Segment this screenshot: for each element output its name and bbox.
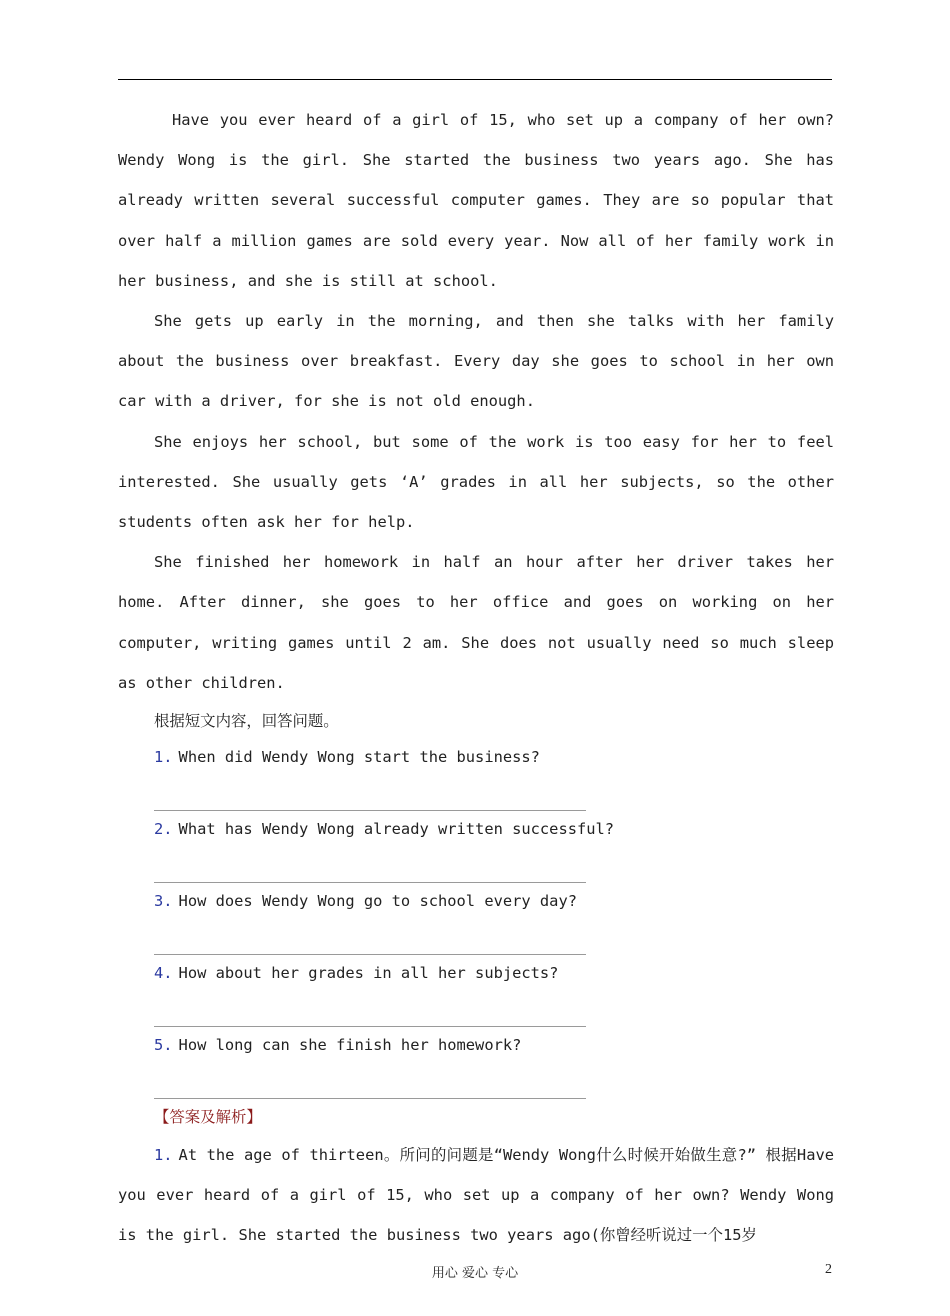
question-number: 2.	[154, 820, 173, 839]
document-body	[118, 100, 834, 1256]
answer-section-title: 【答案及解析】	[154, 1108, 262, 1127]
passage-paragraph-1: Have you ever heard of a girl of 15, who set up a company of her own? Wendy Wong is the girl. She started the business two years ago. She has already written several successful computer games. They are so popular that over half a million games are sold every year. Now all of her family work in her business, and she is still at school.	[118, 111, 834, 290]
passage-paragraph-4: She finished her homework in half an hour after her driver takes her home. After dinner, she goes to her office and goes on working on her computer, writing games until 2 am. She does not usually need so much sleep as other children.	[118, 553, 834, 692]
answer-blank[interactable]	[154, 775, 586, 811]
question-text: What has Wendy Wong already written successful?	[178, 820, 615, 839]
answer-blank[interactable]	[154, 919, 586, 955]
question-3	[118, 883, 834, 955]
question-number: 5.	[154, 1036, 173, 1055]
question-text: How long can she finish her homework?	[178, 1036, 522, 1055]
passage-paragraph-3: She enjoys her school, but some of the work is too easy for her to feel interested. She usually gets ‘A’ grades in all her subjects, so the other students often ask her for help.	[118, 432, 834, 532]
question-1	[118, 739, 834, 811]
answer-explanation-1	[118, 1135, 834, 1256]
question-text: When did Wendy Wong start the business?	[178, 748, 540, 767]
answer-number: 1.	[154, 1146, 173, 1165]
question-5	[118, 1027, 834, 1099]
question-4	[118, 955, 834, 1027]
question-number: 3.	[154, 892, 173, 911]
answer-blank[interactable]	[154, 847, 586, 883]
question-text: How does Wendy Wong go to school every day?	[178, 892, 577, 911]
page-number: 2	[825, 1262, 832, 1277]
answer-text: At the age of thirteen。所问的问题是“Wendy Wong什么时候开始做生意?” 根据Have you ever heard of a girl of 15, who set up a company of her own? Wendy Wong is the girl. She started the business two years ago(你曾经听说过一个15岁	[118, 1146, 834, 1245]
instruction: 根据短文内容，回答问题。	[154, 712, 339, 731]
question-text: How about her grades in all her subjects?	[178, 964, 559, 983]
footer-motto: 用心 爱心 专心	[431, 1266, 519, 1281]
question-2	[118, 811, 834, 883]
passage-paragraph-2: She gets up early in the morning, and then she talks with her family about the business over breakfast. Every day she goes to school in her own car with a driver, for she is not old enough.	[118, 312, 834, 411]
header-rule	[118, 79, 832, 80]
answer-blank[interactable]	[154, 1063, 586, 1099]
question-number: 1.	[154, 748, 173, 767]
answer-blank[interactable]	[154, 991, 586, 1027]
question-number: 4.	[154, 964, 173, 983]
